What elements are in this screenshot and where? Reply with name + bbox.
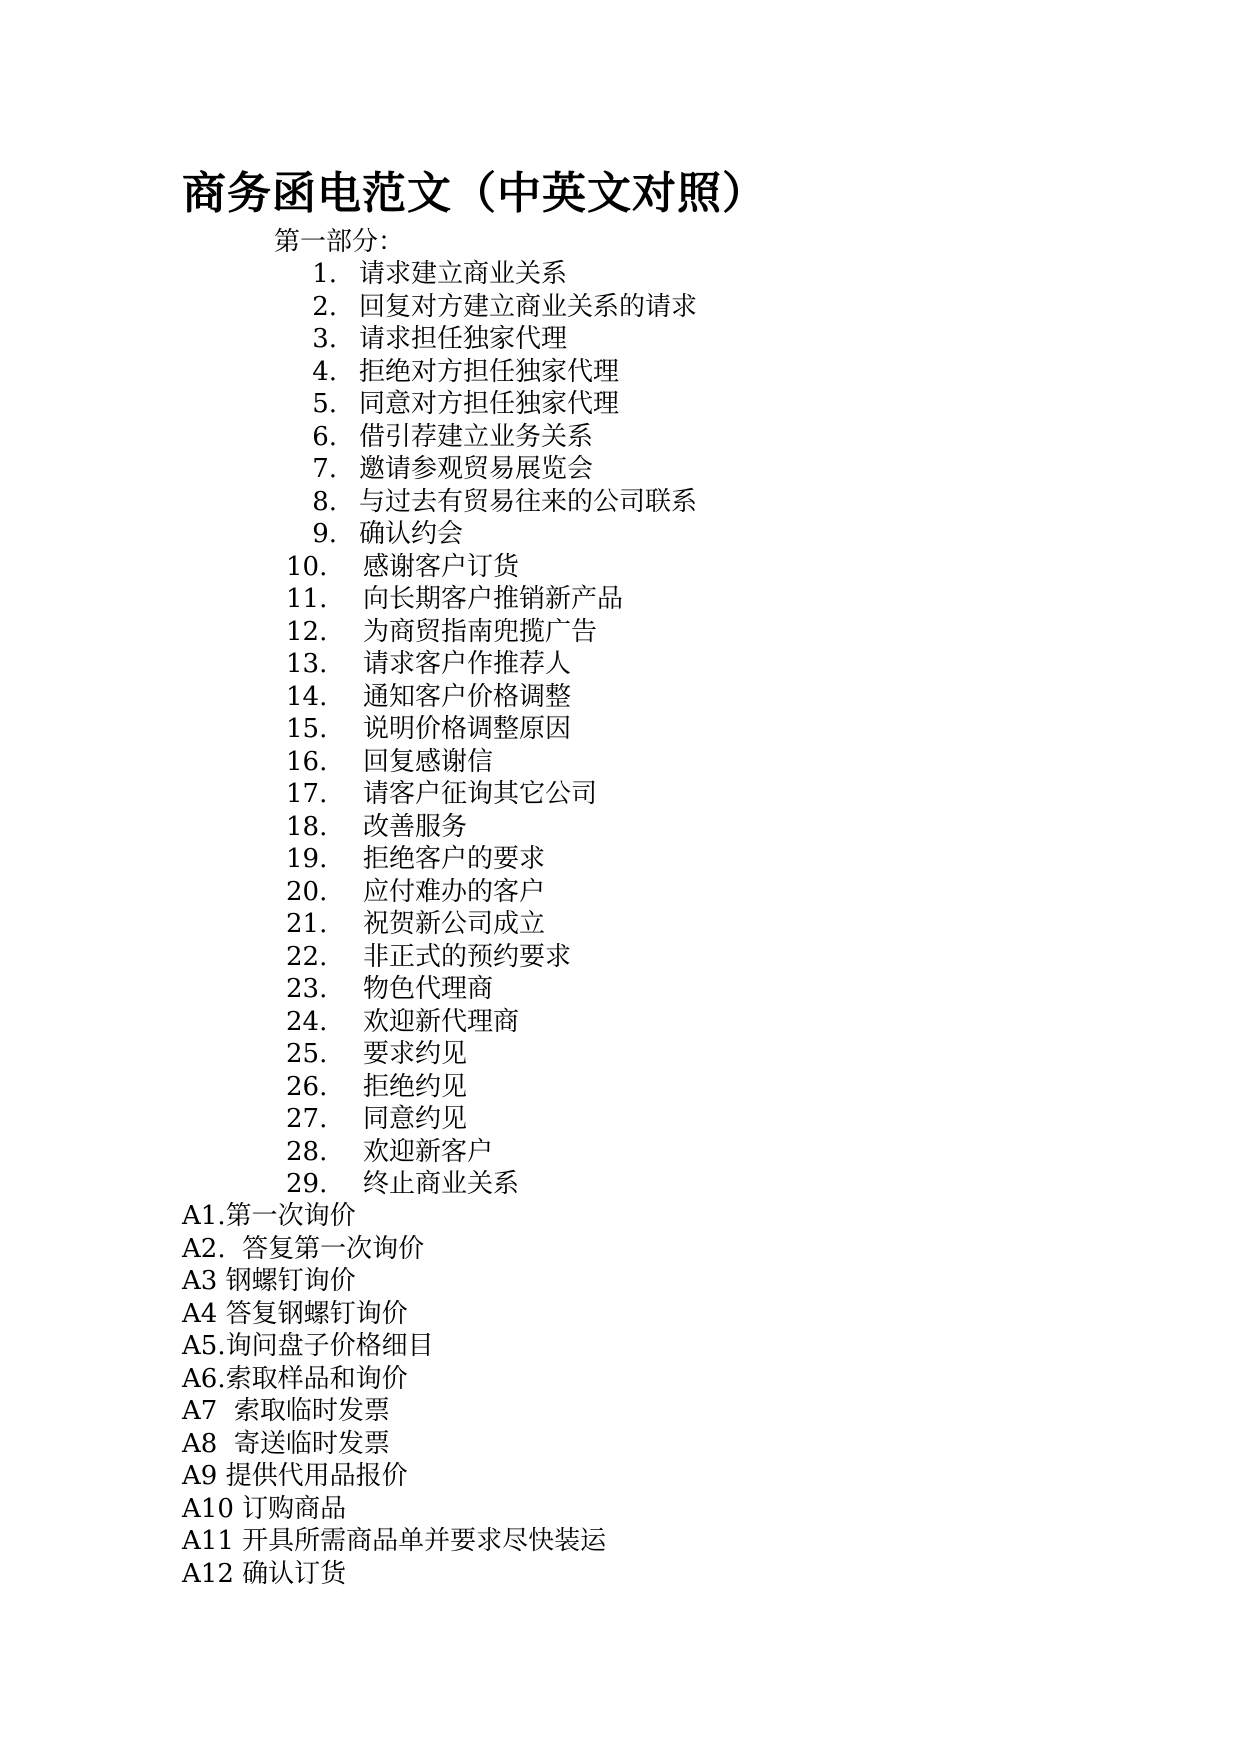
item-number: 6. [312, 421, 337, 452]
item-number: 23. [286, 974, 328, 1004]
item-number: 4. [312, 356, 337, 387]
item-number: 26. [286, 1071, 328, 1102]
item-text: 欢迎新代理商 [363, 1006, 520, 1037]
list-item [182, 388, 697, 421]
a-list-item: A11 开具所需商品单并要求尽快装运 [182, 1526, 607, 1556]
list-item [182, 323, 697, 356]
a-list-item: A10 订购商品 [182, 1493, 347, 1524]
item-text: 感谢客户订货 [363, 551, 520, 582]
item-number: 13. [286, 649, 328, 679]
list-item [182, 518, 697, 551]
item-number: 19. [286, 844, 328, 874]
item-number: 3. [312, 324, 337, 354]
item-number: 25. [286, 1039, 328, 1069]
item-number: 8. [312, 486, 337, 517]
a-list-item: A3 钢螺钉询价 [182, 1266, 356, 1296]
item-text: 要求约见 [363, 1039, 468, 1069]
item-text: 拒绝对方担任独家代理 [359, 356, 620, 387]
list-item [182, 1136, 697, 1169]
list-item [182, 1038, 697, 1071]
item-text: 拒绝约见 [363, 1071, 468, 1102]
a-list-item: A9 提供代用品报价 [182, 1461, 408, 1491]
list-item [182, 843, 697, 876]
list-item [182, 258, 697, 291]
a-section-list [182, 1200, 606, 1590]
list-item [182, 1006, 697, 1039]
a-list-item: A4 答复钢螺钉询价 [182, 1298, 408, 1329]
item-text: 终止商业关系 [363, 1169, 520, 1199]
item-text: 邀请参观贸易展览会 [359, 454, 594, 484]
list-item [182, 291, 697, 324]
page-title: 商务函电范文（中英文对照） [182, 168, 767, 219]
list-item [182, 876, 697, 909]
item-text: 说明价格调整原因 [363, 714, 572, 744]
item-text: 物色代理商 [363, 974, 494, 1004]
item-text: 改善服务 [363, 811, 468, 842]
item-text: 确认约会 [359, 519, 464, 549]
list-item [182, 1103, 697, 1136]
item-text: 祝贺新公司成立 [363, 909, 546, 939]
item-number: 21. [286, 909, 328, 939]
list-item [182, 681, 697, 714]
item-number: 17. [286, 779, 328, 809]
item-number: 18. [286, 811, 328, 842]
item-number: 9. [312, 519, 337, 549]
a-list-item: A12 确认订货 [182, 1558, 347, 1589]
list-item [182, 713, 697, 746]
list-item [182, 616, 697, 649]
item-number: 15. [286, 714, 328, 744]
toc-list [182, 258, 697, 1201]
list-item [182, 908, 697, 941]
list-item [182, 453, 697, 486]
item-number: 12. [286, 616, 328, 647]
item-number: 16. [286, 746, 328, 777]
item-number: 5. [312, 389, 337, 419]
list-item [182, 421, 697, 454]
list-item [182, 941, 697, 974]
item-text: 非正式的预约要求 [363, 941, 572, 972]
item-text: 为商贸指南兜揽广告 [363, 616, 598, 647]
list-item [182, 746, 697, 779]
list-item [182, 1071, 697, 1104]
a-list-item: A8 寄送临时发票 [182, 1428, 390, 1459]
item-number: 2. [312, 291, 337, 322]
item-text: 拒绝客户的要求 [363, 844, 546, 874]
section-heading: 第一部分： [274, 227, 405, 257]
list-item [182, 973, 697, 1006]
item-number: 27. [286, 1104, 328, 1134]
item-text: 同意对方担任独家代理 [359, 389, 620, 419]
item-number: 24. [286, 1006, 328, 1037]
a-list-item: A6.索取样品和询价 [182, 1363, 408, 1394]
item-number: 1. [312, 259, 337, 289]
a-list-item: A5.询问盘子价格细目 [182, 1331, 434, 1361]
list-item [182, 811, 697, 844]
item-text: 回复对方建立商业关系的请求 [359, 291, 698, 322]
list-item [182, 551, 697, 584]
item-text: 请求担任独家代理 [359, 324, 568, 354]
item-text: 回复感谢信 [363, 746, 494, 777]
item-text: 与过去有贸易往来的公司联系 [359, 486, 698, 517]
a-list-item: A2. 答复第一次询价 [182, 1233, 425, 1264]
list-item [182, 648, 697, 681]
item-text: 向长期客户推销新产品 [363, 584, 624, 614]
item-number: 14. [286, 681, 328, 712]
item-text: 请客户征询其它公司 [363, 779, 598, 809]
a-list-item: A7 索取临时发票 [182, 1396, 390, 1426]
item-text: 同意约见 [363, 1104, 468, 1134]
list-item [182, 486, 697, 519]
item-number: 11. [286, 584, 328, 614]
item-text: 借引荐建立业务关系 [359, 421, 594, 452]
item-number: 28. [286, 1136, 328, 1167]
item-text: 通知客户价格调整 [363, 681, 572, 712]
item-text: 应付难办的客户 [363, 876, 546, 907]
item-number: 22. [286, 941, 328, 972]
a-list-item: A1.第一次询价 [182, 1201, 356, 1231]
item-number: 20. [286, 876, 328, 907]
list-item [182, 1168, 697, 1201]
list-item [182, 356, 697, 389]
item-number: 7. [312, 454, 337, 484]
item-number: 10. [286, 551, 328, 582]
list-item [182, 778, 697, 811]
list-item [182, 583, 697, 616]
item-text: 请求客户作推荐人 [363, 649, 572, 679]
item-text: 欢迎新客户 [363, 1136, 494, 1167]
item-number: 29. [286, 1169, 328, 1199]
item-text: 请求建立商业关系 [359, 259, 568, 289]
